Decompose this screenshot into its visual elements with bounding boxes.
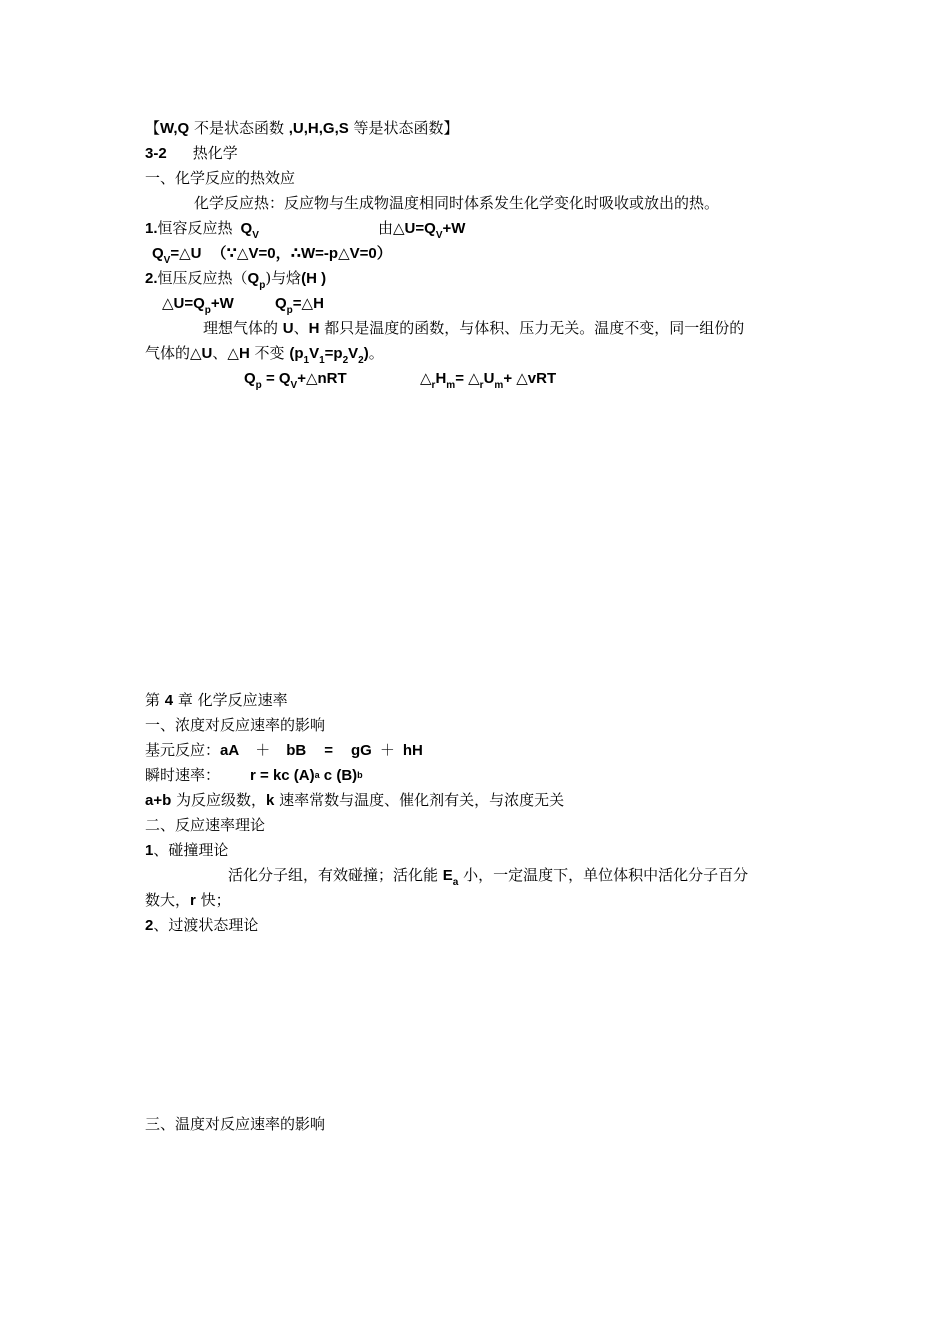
item-text: 恒容反应热 — [157, 219, 233, 237]
text: 、△ — [212, 344, 239, 362]
collision-theory-text — [228, 865, 748, 886]
text: 速率常数与温度、催化剂有关，与浓度无关 — [274, 791, 565, 809]
equals-p: =p — [324, 345, 343, 362]
term-gg: gG — [350, 742, 372, 759]
label: 基元反应： — [145, 741, 221, 759]
section-number: 3-2 — [145, 145, 167, 162]
r-subscript: r — [431, 380, 436, 391]
u-symbol: U — [483, 370, 495, 387]
item-number: 1 — [145, 842, 154, 859]
plus-sign: ＋ — [255, 741, 271, 759]
subsection-heat-effect: 一、化学反应的热效应 — [145, 169, 296, 187]
text: 不变 — [249, 344, 290, 362]
elementary-reaction — [145, 740, 423, 761]
term-bb: bB — [286, 742, 307, 759]
formula-qp-h — [275, 293, 324, 314]
m-subscript: m — [494, 380, 504, 391]
e-symbol: E — [442, 867, 453, 884]
formula-part: U=Q — [404, 220, 436, 237]
v-symbol: V — [348, 345, 359, 362]
label: 瞬时速率： — [145, 766, 221, 784]
formula-qv — [152, 243, 392, 264]
h-symbol: H — [238, 345, 250, 362]
text: 第 — [145, 691, 165, 709]
sub-2: 2 — [342, 355, 349, 366]
period: 。 — [368, 344, 384, 362]
collision-theory-text-2 — [145, 890, 231, 911]
formula-du-qp — [162, 293, 234, 314]
subsection-rate-theory: 二、反应速率理论 — [145, 816, 266, 834]
formula-plus-w: +W — [442, 220, 466, 237]
subsection-concentration: 一、浓度对反应速率的影响 — [145, 716, 326, 734]
qp-equals-dh: =△H — [292, 295, 324, 312]
p-subscript: p — [259, 280, 266, 291]
item-constant-volume — [145, 218, 259, 239]
term-aa: aA — [220, 742, 240, 759]
text: 、碰撞理论 — [153, 841, 229, 859]
note-text-1: 不是状态函数 — [189, 119, 289, 137]
chapter-number: 4 — [164, 692, 174, 709]
reaction-order — [145, 790, 564, 811]
formula-plus-w: +W — [210, 295, 234, 312]
text: 数大， — [145, 891, 191, 909]
h-symbol: H — [308, 320, 320, 337]
state-function-note — [145, 118, 459, 139]
text: 、过渡状态理论 — [153, 916, 259, 934]
equals-delta: = △ — [455, 370, 480, 387]
sup-a: a — [314, 770, 320, 780]
a-subscript: a — [452, 877, 459, 888]
text: 为反应级数， — [171, 791, 267, 809]
term-hh: hH — [402, 742, 423, 759]
q-symbol: Q — [240, 220, 253, 237]
sub-1: 1 — [319, 355, 325, 366]
item-constant-pressure — [145, 268, 326, 289]
bracket-open: 【 — [145, 119, 161, 137]
because-clause: （∵△V=0，∴W=-p△V=0） — [211, 245, 392, 262]
r-subscript: r — [479, 380, 484, 391]
delta-n-rt: +△nRT — [297, 370, 347, 387]
u-symbol: U — [282, 320, 294, 337]
item-text: 恒压反应热（ — [157, 269, 248, 287]
v-subscript: V — [163, 255, 171, 266]
instant-rate — [145, 765, 363, 786]
formula-du — [378, 218, 465, 239]
q-symbol: Q — [152, 245, 164, 262]
sub-2: 2 — [358, 355, 364, 366]
q-symbol: Q — [244, 370, 256, 387]
q-symbol: Q — [275, 295, 287, 312]
qv-equals-du: =△U — [170, 245, 202, 262]
equals-sign: = — [324, 742, 333, 759]
enthalpy-h: (H ) — [301, 270, 327, 287]
v-subscript: V — [290, 380, 298, 391]
rate-expr: r = kc (A) — [250, 767, 315, 784]
item-number: 2. — [145, 270, 158, 287]
subsection-temperature: 三、温度对反应速率的影响 — [145, 1115, 326, 1133]
v-symbol: V — [309, 345, 320, 362]
text: 章 化学反应速率 — [173, 691, 288, 709]
close-paren: ) — [363, 345, 369, 362]
text: 理想气体的 — [203, 319, 283, 337]
k-symbol: k — [266, 792, 275, 809]
sub-1: 1 — [303, 355, 310, 366]
text: 气体的△ — [145, 344, 202, 362]
du-formula: △U=Q — [162, 295, 205, 312]
delta-v-rt: + △vRT — [503, 370, 557, 387]
bracket-close: 】 — [443, 119, 459, 137]
text: 、 — [293, 319, 309, 337]
m-subscript: m — [446, 380, 456, 391]
item-number: 1. — [145, 220, 158, 237]
ideal-gas-text — [203, 318, 744, 339]
item-text-2: )与焓 — [265, 269, 302, 287]
r-symbol: r — [190, 892, 196, 909]
item-number: 2 — [145, 917, 154, 934]
chapter-4-title — [145, 690, 288, 711]
formula-rhm-rum — [420, 368, 556, 389]
h-symbol: H — [435, 370, 447, 387]
rate-expr-2: c (B) — [319, 767, 358, 784]
from-text: 由△ — [378, 219, 405, 237]
note-bold-uhgs: ,U,H,G,S — [288, 120, 349, 137]
note-text-2: 等是状态函数 — [348, 119, 444, 137]
definition-reaction-heat: 化学反应热：反应物与生成物温度相同时体系发生化学变化时吸收或放出的热。 — [194, 194, 720, 212]
plus-sign: ＋ — [379, 741, 395, 759]
section-title: 热化学 — [192, 144, 238, 162]
transition-state-title — [145, 915, 258, 936]
v-subscript: V — [435, 230, 443, 241]
text: 小，一定温度下，单位体积中活化分子百分 — [458, 866, 749, 884]
p-subscript: p — [286, 305, 293, 316]
text: 快； — [195, 891, 231, 909]
formula-qp-qv — [244, 368, 347, 389]
note-bold-wq: W,Q — [160, 120, 190, 137]
section-title-3-2 — [145, 143, 238, 164]
q-symbol: Q — [247, 270, 260, 287]
order-ab: a+b — [145, 792, 172, 809]
p-subscript: p — [255, 380, 262, 391]
u-symbol: U — [201, 345, 213, 362]
collision-theory-title — [145, 840, 228, 861]
v-subscript: V — [252, 230, 259, 241]
sup-b: b — [357, 770, 363, 780]
ideal-gas-text-2 — [145, 343, 384, 364]
text: 活化分子组，有效碰撞；活化能 — [228, 866, 443, 884]
p-symbol: (p — [289, 345, 304, 362]
text: 都只是温度的函数，与体积、压力无关。温度不变，同一组份的 — [319, 319, 745, 337]
p-subscript: p — [204, 305, 211, 316]
equals-q: = Q — [261, 370, 291, 387]
delta-symbol: △ — [420, 369, 432, 387]
